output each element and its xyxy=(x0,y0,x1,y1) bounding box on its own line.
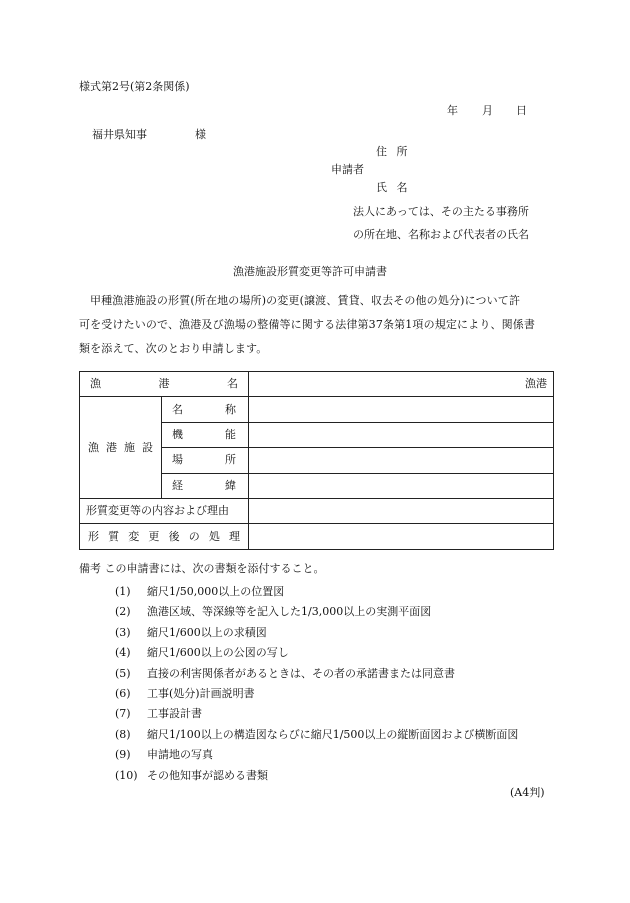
facility-function-text xyxy=(168,428,242,442)
facility-name-char-2: 称 xyxy=(225,402,236,416)
change-details-value[interactable] xyxy=(249,498,554,523)
after-change-char-2: 質 xyxy=(108,529,120,543)
attachment-num: (10) xyxy=(115,768,138,782)
facility-char-1: 漁 xyxy=(88,440,99,454)
date-year: 年 xyxy=(447,104,458,117)
table-row-after-change xyxy=(80,524,554,549)
attachment-text: 申請地の写真 xyxy=(147,748,213,762)
facility-name-label xyxy=(162,397,249,422)
paper-size-note: (A4判) xyxy=(510,786,545,799)
facility-group-text xyxy=(86,441,155,455)
attachment-num: (7) xyxy=(115,707,131,721)
after-change-char-1: 形 xyxy=(88,529,99,543)
port-suffix: 漁港 xyxy=(525,377,547,391)
facility-char-3: 施 xyxy=(124,440,135,454)
after-change-char-7: 処 xyxy=(208,529,220,543)
port-name-label xyxy=(80,372,249,397)
port-name-char-3: 名 xyxy=(227,377,238,391)
after-change-char-4: 更 xyxy=(148,529,160,543)
after-change-label xyxy=(80,524,249,549)
attachment-item xyxy=(115,687,518,707)
facility-history-value[interactable] xyxy=(249,473,554,498)
attachment-item xyxy=(115,605,518,625)
facility-char-4: 設 xyxy=(142,440,153,454)
corporate-note-line2: の所在地、名称および代表者の氏名 xyxy=(353,228,529,241)
attachment-text: 工事(処分)計画説明書 xyxy=(147,686,255,700)
attachment-num: (5) xyxy=(115,666,131,680)
change-details-label: 形質変更等の内容および理由 xyxy=(80,498,249,523)
attachment-text: その他知事が認める書類 xyxy=(147,768,268,782)
table-row-facility-name xyxy=(80,397,554,422)
facility-function-label xyxy=(162,422,249,447)
attachment-num: (8) xyxy=(115,727,131,741)
after-change-text xyxy=(86,530,242,544)
facility-location-value[interactable] xyxy=(249,448,554,473)
table-row-change-details xyxy=(80,498,554,523)
facility-location-text xyxy=(168,453,242,467)
after-change-value[interactable] xyxy=(249,524,554,549)
port-name-value[interactable] xyxy=(249,372,554,397)
attachment-item xyxy=(115,646,518,666)
attachment-text: 漁港区域、等深線等を記入した1/3,000以上の実測平面図 xyxy=(147,605,432,619)
attachment-text: 縮尺1/50,000以上の位置図 xyxy=(147,585,285,598)
facility-function-char-1: 機 xyxy=(172,427,183,441)
document-title: 漁港施設形質変更等許可申請書 xyxy=(233,265,387,278)
attachment-item xyxy=(115,748,518,768)
port-name-char-2: 港 xyxy=(158,377,170,391)
facility-name-text xyxy=(168,403,242,417)
attachment-num: (9) xyxy=(115,748,131,762)
date-month: 月 xyxy=(482,104,493,117)
addressee-name: 福井県知事 xyxy=(92,128,147,141)
after-change-char-6: の xyxy=(188,529,200,543)
date-day: 日 xyxy=(516,104,527,117)
attachment-num: (1) xyxy=(115,585,131,598)
attachment-num: (3) xyxy=(115,625,131,639)
attachment-text: 縮尺1/600以上の公図の写し xyxy=(147,646,289,660)
facility-name-char-1: 名 xyxy=(172,402,183,416)
attachment-item xyxy=(115,728,518,748)
applicant-label: 申請者 xyxy=(331,163,364,176)
facility-history-char-2: 緯 xyxy=(225,478,236,492)
facility-location-label xyxy=(162,448,249,473)
attachment-num: (2) xyxy=(115,605,131,619)
facility-char-2: 港 xyxy=(106,440,117,454)
attachment-text: 工事設計書 xyxy=(147,707,202,721)
facility-location-char-1: 場 xyxy=(172,453,183,467)
body-line-3: 類を添えて、次のとおり申請します。 xyxy=(79,342,268,355)
facility-history-text xyxy=(168,479,242,493)
facility-function-value[interactable] xyxy=(249,422,554,447)
application-table xyxy=(79,371,554,550)
facility-history-label xyxy=(162,473,249,498)
attachment-text: 縮尺1/600以上の求積図 xyxy=(147,625,267,639)
attachment-item xyxy=(115,626,518,646)
attachment-text: 縮尺1/100以上の構造図ならびに縮尺1/500以上の縦断面図および横断面図 xyxy=(147,727,519,741)
facility-group-label xyxy=(80,397,162,499)
facility-name-value[interactable] xyxy=(249,397,554,422)
attachment-num: (6) xyxy=(115,686,131,700)
facility-location-char-2: 所 xyxy=(225,453,236,467)
address-label: 住 所 xyxy=(376,145,411,158)
attachment-item xyxy=(115,667,518,687)
port-name-char-1: 漁 xyxy=(90,377,101,391)
body-line-2: 可を受けたいので、漁港及び漁場の整備等に関する法律第37条第1項の規定により、関係書 xyxy=(79,318,536,331)
attachment-item xyxy=(115,769,518,789)
facility-function-char-2: 能 xyxy=(225,427,236,441)
after-change-char-8: 理 xyxy=(228,529,240,543)
attachment-num: (4) xyxy=(115,646,131,660)
name-label: 氏 名 xyxy=(376,181,411,194)
addressee-honorific: 様 xyxy=(195,128,206,141)
port-name-label-text xyxy=(86,377,242,391)
corporate-note-line1: 法人にあっては、その主たる事務所 xyxy=(353,205,529,218)
form-number: 様式第2号(第2条関係) xyxy=(79,80,190,93)
attachment-item xyxy=(115,707,518,727)
table-row-port-name xyxy=(80,372,554,397)
facility-history-char-1: 経 xyxy=(172,478,183,492)
body-paragraph xyxy=(79,289,557,361)
attachment-item xyxy=(115,585,518,605)
after-change-char-3: 変 xyxy=(128,529,140,543)
body-line-1: 甲種漁港施設の形質(所在地の場所)の変更(譲渡、賃貸、収去その他の処分)について許 xyxy=(90,294,521,307)
notes-title: 備考 この申請書には、次の書類を添付すること。 xyxy=(79,562,325,575)
attachment-list xyxy=(115,585,518,789)
after-change-char-5: 後 xyxy=(168,529,180,543)
attachment-text: 直接の利害関係者があるときは、その者の承諾書または同意書 xyxy=(147,666,455,680)
